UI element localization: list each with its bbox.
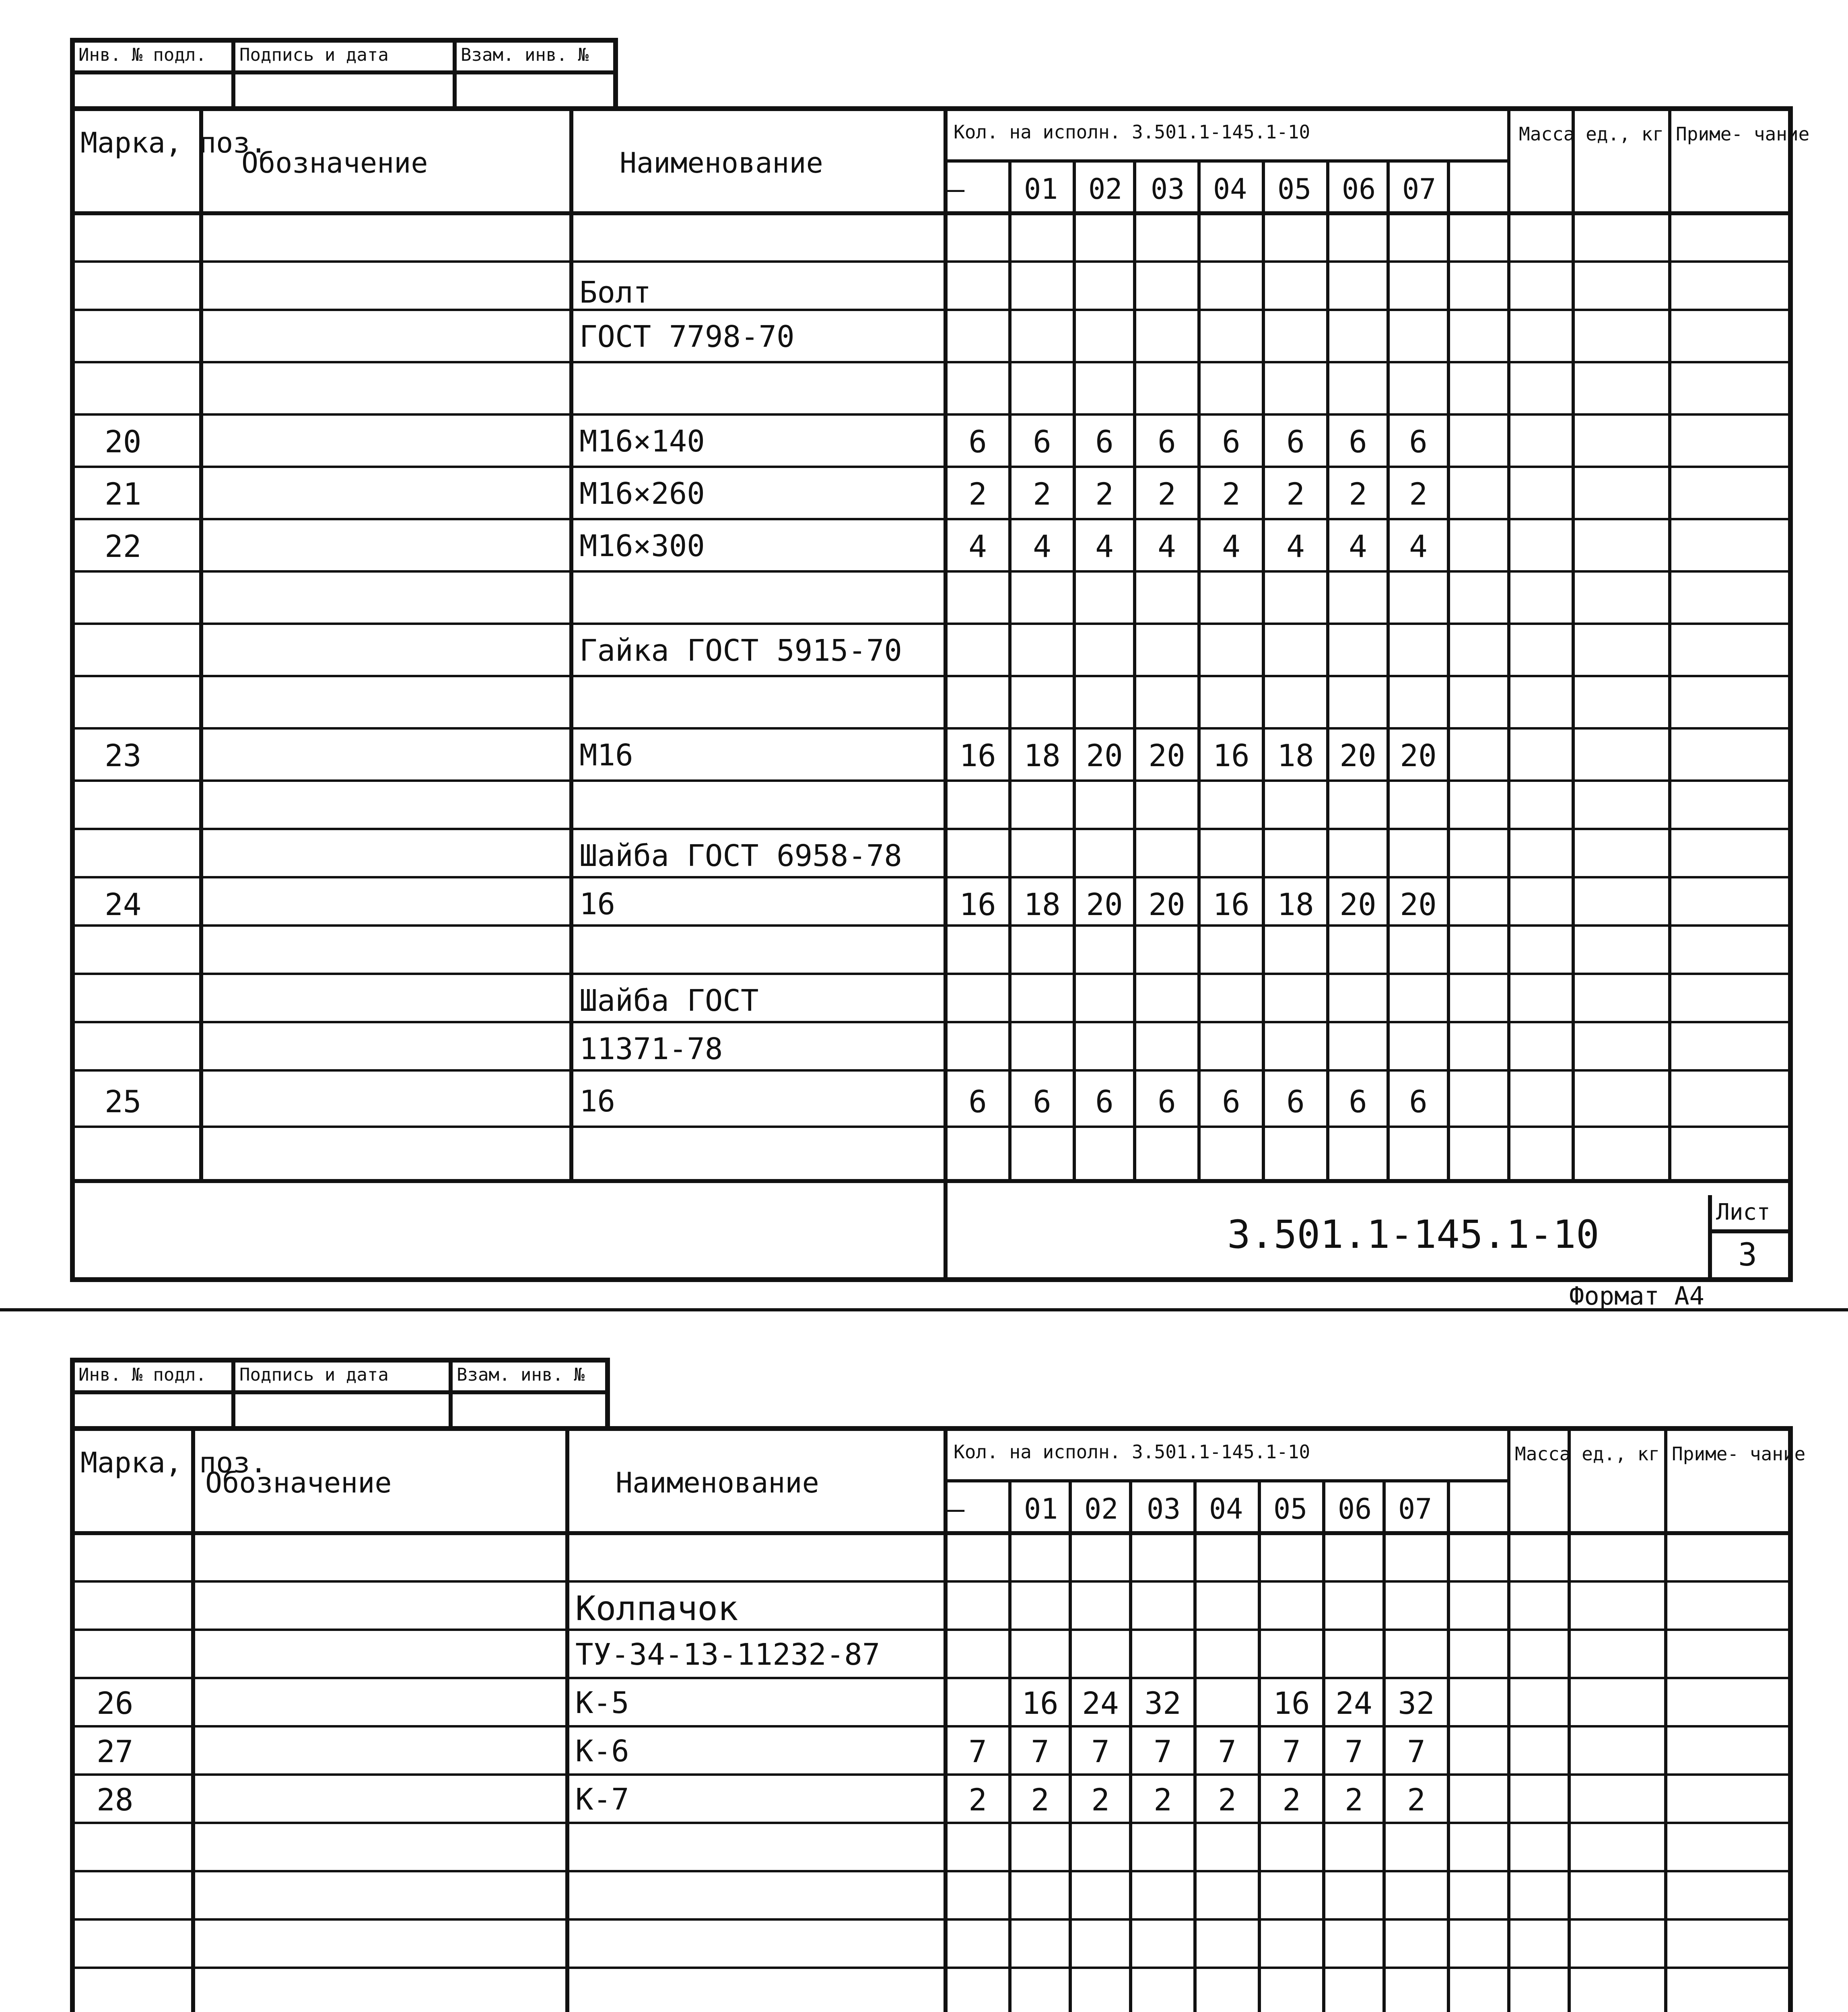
header-variant-06: 06 xyxy=(1338,1493,1372,1525)
qty-cell: 2 xyxy=(1091,1782,1110,1818)
document-code: 3.501.1-145.1-10 xyxy=(1227,1212,1599,1257)
qty-cell: 6 xyxy=(1095,424,1114,460)
header-variant-01: 01 xyxy=(1024,173,1058,206)
qty-cell: 2 xyxy=(1218,1782,1236,1818)
stamp-signature-label: Подпись и дата xyxy=(239,45,389,65)
item-name: Шайба ГОСТ 6958-78 xyxy=(579,839,902,873)
qty-cell: 7 xyxy=(1345,1734,1363,1769)
header-qty: Кол. на исполн. 3.501.1-145.1-10 xyxy=(954,1441,1310,1463)
qty-cell: 4 xyxy=(1095,528,1114,564)
qty-cell: 4 xyxy=(1286,528,1305,564)
header-variant-07: 07 xyxy=(1398,1493,1432,1525)
stamp-signature-label: Подпись и дата xyxy=(239,1365,389,1385)
qty-cell: 2 xyxy=(1286,476,1305,512)
qty-cell: 20 xyxy=(1148,738,1185,773)
qty-cell: 2 xyxy=(1407,1782,1426,1818)
qty-cell: 24 xyxy=(1335,1685,1372,1721)
header-mark: Марка, поз. xyxy=(80,126,267,159)
sheet-4-grid xyxy=(0,1328,1848,2012)
qty-cell: 6 xyxy=(1349,1084,1367,1119)
header-variant-02: 02 xyxy=(1088,173,1123,206)
header-mass: Масса ед., кг xyxy=(1519,123,1664,145)
qty-cell: 20 xyxy=(1400,738,1437,773)
qty-cell: 32 xyxy=(1144,1685,1181,1721)
qty-cell: 7 xyxy=(1154,1734,1172,1769)
item-name: Болт xyxy=(579,275,651,310)
qty-cell: 2 xyxy=(1033,476,1051,512)
qty-cell: 20 xyxy=(1400,886,1437,922)
position-number: 22 xyxy=(105,528,142,564)
qty-cell: 2 xyxy=(1095,476,1114,512)
item-name: М16×260 xyxy=(579,476,705,511)
header-qty: Кол. на исполн. 3.501.1-145.1-10 xyxy=(954,121,1310,143)
qty-cell: 4 xyxy=(1349,528,1367,564)
qty-cell: 2 xyxy=(968,476,987,512)
item-name: М16×300 xyxy=(579,529,705,563)
item-name: К-6 xyxy=(575,1734,629,1769)
qty-cell: 18 xyxy=(1277,738,1314,773)
qty-cell: 6 xyxy=(1286,424,1305,460)
item-name: 11371-78 xyxy=(579,1032,723,1066)
header-variant-01: 01 xyxy=(1024,1493,1058,1525)
qty-cell: 6 xyxy=(1409,1084,1428,1119)
header-mass: Масса ед., кг xyxy=(1515,1443,1660,1465)
header-name: Наименование xyxy=(620,146,823,179)
qty-cell: 4 xyxy=(968,528,987,564)
header-name: Наименование xyxy=(616,1466,819,1499)
stamp-replace-label: Взам. инв. № xyxy=(457,1365,585,1385)
item-name: Гайка ГОСТ 5915-70 xyxy=(579,633,902,668)
qty-cell: 16 xyxy=(1213,886,1250,922)
qty-cell: 6 xyxy=(1349,424,1367,460)
qty-cell: 2 xyxy=(1222,476,1240,512)
sheet-number: 3 xyxy=(1738,1237,1757,1273)
header-note: Приме- чание xyxy=(1676,123,1810,145)
position-number: 20 xyxy=(105,424,142,460)
qty-cell: 4 xyxy=(1158,528,1176,564)
qty-cell: 20 xyxy=(1339,738,1376,773)
item-name: М16×140 xyxy=(579,424,705,459)
qty-cell: 16 xyxy=(959,886,996,922)
item-name: ГОСТ 7798-70 xyxy=(579,320,795,354)
qty-cell: 4 xyxy=(1033,528,1051,564)
qty-cell: 2 xyxy=(968,1782,987,1818)
qty-cell: 2 xyxy=(1282,1782,1301,1818)
qty-cell: 20 xyxy=(1148,886,1185,922)
qty-cell: 20 xyxy=(1086,738,1123,773)
qty-cell: 16 xyxy=(1213,738,1250,773)
qty-cell: 16 xyxy=(1273,1685,1310,1721)
header-variant-base: — xyxy=(948,173,965,206)
qty-cell: 4 xyxy=(1222,528,1240,564)
qty-cell: 2 xyxy=(1031,1782,1049,1818)
qty-cell: 7 xyxy=(1031,1734,1049,1769)
qty-cell: 6 xyxy=(1033,424,1051,460)
qty-cell: 6 xyxy=(968,1084,987,1119)
qty-cell: 6 xyxy=(1033,1084,1051,1119)
qty-cell: 7 xyxy=(1091,1734,1110,1769)
position-number: 28 xyxy=(97,1782,134,1818)
sheet-label: Лист xyxy=(1716,1199,1770,1225)
qty-cell: 2 xyxy=(1409,476,1428,512)
item-name: ТУ-34-13-11232-87 xyxy=(575,1637,880,1672)
qty-cell: 2 xyxy=(1345,1782,1363,1818)
stamp-inv-label: Инв. № подл. xyxy=(78,45,206,65)
qty-cell: 20 xyxy=(1339,886,1376,922)
header-variant-05: 05 xyxy=(1273,1493,1308,1525)
header-variant-04: 04 xyxy=(1209,1493,1243,1525)
header-variant-06: 06 xyxy=(1342,173,1376,206)
header-variant-04: 04 xyxy=(1213,173,1247,206)
qty-cell: 6 xyxy=(1095,1084,1114,1119)
qty-cell: 18 xyxy=(1024,886,1061,922)
qty-cell: 7 xyxy=(1282,1734,1301,1769)
spec-sheet-4 xyxy=(0,1328,1848,2012)
header-designation: Обозначение xyxy=(241,146,428,179)
qty-cell: 7 xyxy=(968,1734,987,1769)
stamp-inv-label: Инв. № подл. xyxy=(78,1365,206,1385)
qty-cell: 7 xyxy=(1218,1734,1236,1769)
item-name: К-5 xyxy=(575,1686,629,1720)
item-name: Колпачок xyxy=(575,1589,738,1628)
header-variant-03: 03 xyxy=(1147,1493,1181,1525)
header-designation: Обозначение xyxy=(205,1466,392,1499)
qty-cell: 16 xyxy=(959,738,996,773)
qty-cell: 6 xyxy=(1158,1084,1176,1119)
qty-cell: 32 xyxy=(1398,1685,1435,1721)
qty-cell: 18 xyxy=(1024,738,1061,773)
item-name: Шайба ГОСТ xyxy=(579,983,759,1018)
qty-cell: 2 xyxy=(1349,476,1367,512)
qty-cell: 24 xyxy=(1082,1685,1119,1721)
stamp-replace-label: Взам. инв. № xyxy=(461,45,589,65)
qty-cell: 20 xyxy=(1086,886,1123,922)
item-name: 16 xyxy=(579,1084,616,1119)
position-number: 26 xyxy=(97,1685,134,1721)
position-number: 24 xyxy=(105,886,142,922)
qty-cell: 6 xyxy=(1286,1084,1305,1119)
item-name: К-7 xyxy=(575,1782,629,1817)
header-variant-base: — xyxy=(948,1493,965,1525)
qty-cell: 2 xyxy=(1154,1782,1172,1818)
qty-cell: 6 xyxy=(1409,424,1428,460)
qty-cell: 16 xyxy=(1022,1685,1059,1721)
header-variant-03: 03 xyxy=(1151,173,1185,206)
format-label: Формат А4 xyxy=(1569,1281,1704,1311)
qty-cell: 18 xyxy=(1277,886,1314,922)
position-number: 21 xyxy=(105,476,142,512)
qty-cell: 4 xyxy=(1409,528,1428,564)
header-mark: Марка, поз. xyxy=(80,1446,267,1479)
qty-cell: 6 xyxy=(1222,1084,1240,1119)
qty-cell: 6 xyxy=(968,424,987,460)
header-variant-07: 07 xyxy=(1402,173,1436,206)
header-variant-02: 02 xyxy=(1084,1493,1119,1525)
position-number: 27 xyxy=(97,1734,134,1769)
qty-cell: 6 xyxy=(1158,424,1176,460)
qty-cell: 7 xyxy=(1407,1734,1426,1769)
qty-cell: 2 xyxy=(1158,476,1176,512)
item-name: М16 xyxy=(579,738,633,773)
item-name: 16 xyxy=(579,887,616,921)
header-note: Приме- чание xyxy=(1672,1443,1806,1465)
qty-cell: 6 xyxy=(1222,424,1240,460)
header-variant-05: 05 xyxy=(1277,173,1312,206)
position-number: 25 xyxy=(105,1084,142,1119)
position-number: 23 xyxy=(105,738,142,773)
